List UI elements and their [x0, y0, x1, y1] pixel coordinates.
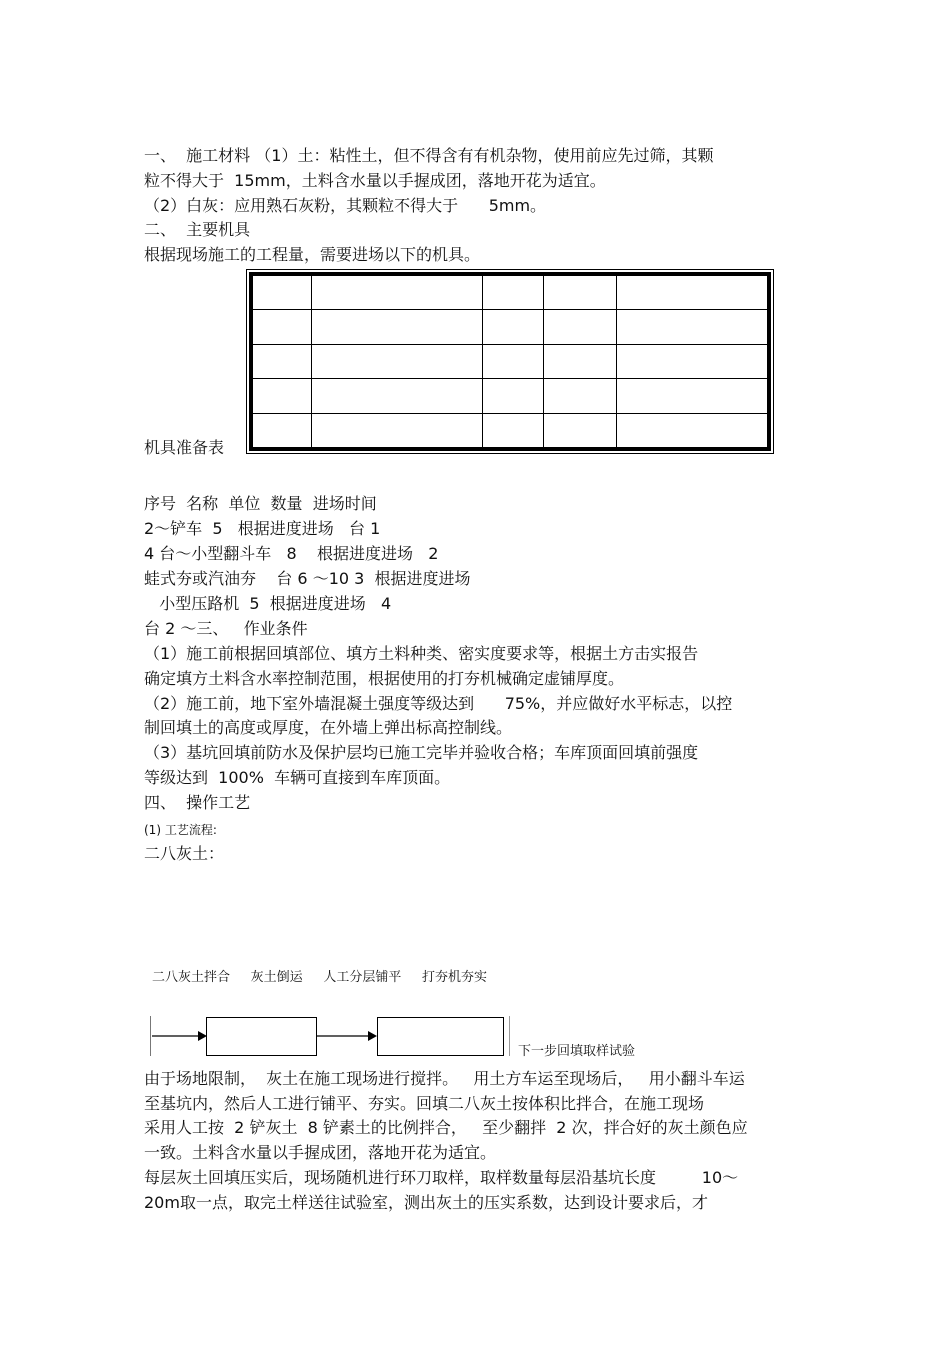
text-line: 由于场地限制， 灰土在施工现场进行搅拌。 用土方车运至现场后， 用小翻斗车运: [144, 1069, 745, 1088]
table-cell: [483, 344, 544, 378]
text-line: 粒不得大于 15mm，土料含水量以手握成团，落地开花为适宜。: [144, 171, 606, 190]
text-line: （2）白灰：应用熟石灰粉，其颗粒不得大于 5mm。: [144, 196, 547, 215]
flow-right-edge: [509, 1016, 510, 1056]
table-cell: [483, 310, 544, 344]
text-line: 序号 名称 单位 数量 进场时间: [144, 494, 377, 513]
text-line: 一、 施工材料 （1）土：粘性土，但不得含有有机杂物，使用前应先过筛，其颗: [144, 146, 714, 165]
table-row: [253, 276, 768, 310]
table-cell: [544, 413, 617, 447]
table-row: [253, 310, 768, 344]
table-cell: [483, 413, 544, 447]
table-cell: [617, 344, 768, 378]
text-line: 每层灰土回填压实后，现场随机进行环刀取样，取样数量每层沿基坑长度 10～: [144, 1168, 739, 1187]
text-line: 20m取一点，取完土样送往试验室，测出灰土的压实系数，达到设计要求后，才: [144, 1193, 708, 1212]
section-heading: 四、 操作工艺: [144, 793, 251, 812]
table-row: [253, 413, 768, 447]
flow-box: [377, 1017, 504, 1056]
text-line: 确定填方土料含水率控制范围，根据使用的打夯机械确定虚铺厚度。: [144, 669, 625, 688]
table-cell: [617, 413, 768, 447]
text-line: 蛙式夯或汽油夯 台 6 ～10 3 根据进度进场: [144, 569, 471, 588]
table-cell: [253, 413, 312, 447]
table-cell: [544, 310, 617, 344]
table-cell: [312, 413, 483, 447]
table-cell: [617, 379, 768, 413]
section-heading: 二、 主要机具: [144, 220, 251, 239]
table-cell: [483, 276, 544, 310]
text-line: （1）施工前根据回填部位、填方土料种类、密实度要求等，根据土方击实报告: [144, 644, 699, 663]
text-line: 等级达到 100% 车辆可直接到车库顶面。: [144, 768, 451, 787]
text-line: (1) 工艺流程:: [144, 823, 217, 837]
table-cell: [312, 310, 483, 344]
text-line: 采用人工按 2 铲灰土 8 铲素土的比例拌合， 至少翻拌 2 次，拌合好的灰土颜色应: [144, 1118, 748, 1137]
table-cell: [544, 379, 617, 413]
text-line: 一致。土料含水量以手握成团，落地开花为适宜。: [144, 1143, 497, 1162]
table-cell: [312, 276, 483, 310]
table-cell: [617, 276, 768, 310]
flow-labels: 二八灰土拌合 灰土倒运 人工分层铺平 打夯机夯实: [152, 970, 487, 985]
text-line: 至基坑内，然后人工进行铺平、夯实。回填二八灰土按体积比拌合，在施工现场: [144, 1094, 705, 1113]
text-line: 二八灰土：: [144, 844, 225, 863]
table-cell: [312, 379, 483, 413]
flow-next-label: 下一步回填取样试验: [518, 1044, 636, 1059]
table-caption: 机具准备表: [144, 438, 225, 457]
table-row: [253, 379, 768, 413]
table-cell: [617, 310, 768, 344]
table-cell: [544, 344, 617, 378]
table-cell: [312, 344, 483, 378]
text-line: 制回填土的高度或厚度，在外墙上弹出标高控制线。: [144, 718, 513, 737]
text-line: 4 台～小型翻斗车 8 根据进度进场 2: [144, 544, 439, 563]
text-line: 2～铲车 5 根据进度进场 台 1: [144, 519, 381, 538]
table-row: [253, 344, 768, 378]
section-heading: 台 2 ～三、 作业条件: [144, 619, 308, 638]
text-line: （2）施工前，地下室外墙混凝土强度等级达到 75%，并应做好水平标志，以控: [144, 694, 733, 713]
text-line: （3）基坑回填前防水及保护层均已施工完毕并验收合格；车库顶面回填前强度: [144, 743, 699, 762]
equipment-table-empty: [249, 272, 771, 451]
table-cell: [544, 276, 617, 310]
table-cell: [483, 379, 544, 413]
table-cell: [253, 344, 312, 378]
text-line: 根据现场施工的工程量，需要进场以下的机具。: [144, 245, 481, 264]
table-cell: [253, 379, 312, 413]
flow-box: [206, 1017, 317, 1056]
arrow-head-icon: [368, 1031, 377, 1041]
text-line: 小型压路机 5 根据进度进场 4: [144, 594, 392, 613]
table-cell: [253, 310, 312, 344]
table-cell: [253, 276, 312, 310]
